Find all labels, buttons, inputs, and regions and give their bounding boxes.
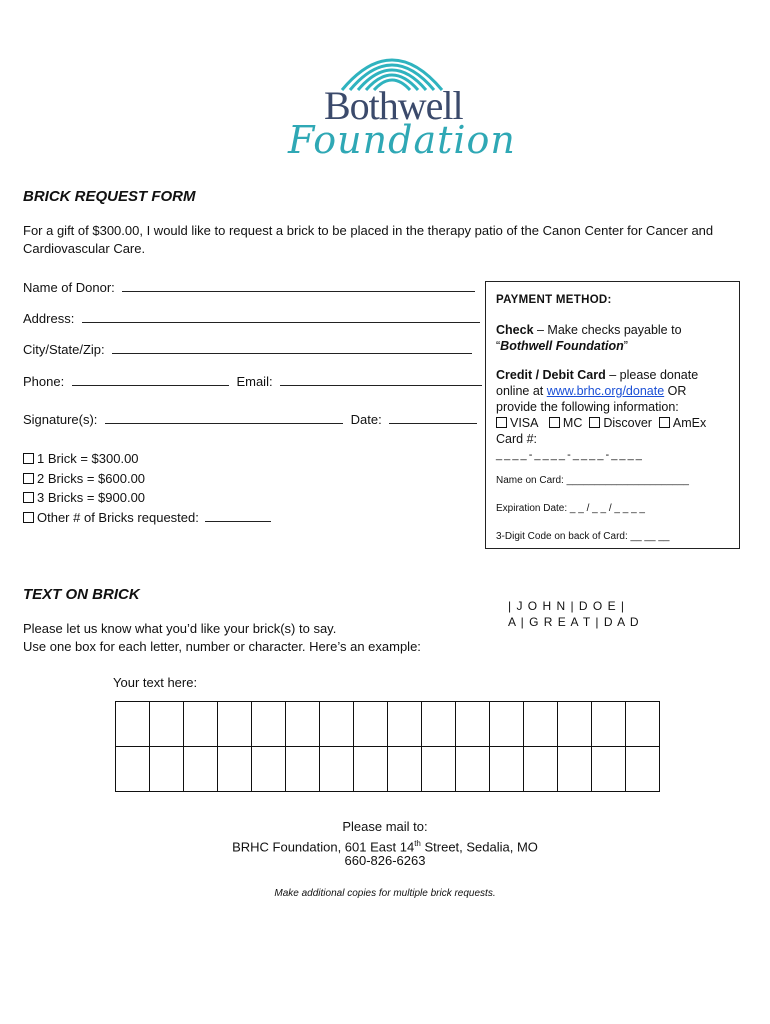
- date-label: Date:: [350, 412, 382, 427]
- donor-label: Name of Donor:: [23, 280, 115, 295]
- letter-box[interactable]: [524, 702, 558, 747]
- letter-box[interactable]: [320, 702, 354, 747]
- letter-box[interactable]: [252, 747, 286, 792]
- letter-box[interactable]: [422, 747, 456, 792]
- name-on-card[interactable]: Name on Card: ______________________: [496, 475, 689, 486]
- letter-box[interactable]: [456, 747, 490, 792]
- checkbox-icon[interactable]: [589, 417, 600, 428]
- letter-box[interactable]: [184, 702, 218, 747]
- option-other-bricks[interactable]: Other # of Bricks requested:: [23, 508, 271, 528]
- donor-field[interactable]: [23, 279, 475, 295]
- logo-foundation-text: Foundation: [288, 118, 516, 162]
- letter-box[interactable]: [456, 702, 490, 747]
- card-mc[interactable]: MC: [549, 416, 582, 430]
- address-label: Address:: [23, 311, 75, 326]
- city-field[interactable]: [23, 341, 472, 357]
- date-line[interactable]: [389, 411, 477, 424]
- letter-box[interactable]: [626, 702, 660, 747]
- letter-box[interactable]: [592, 747, 626, 792]
- address-line[interactable]: [82, 310, 480, 323]
- example-line-2: A | G R E A T | D A D: [508, 615, 640, 629]
- donor-line[interactable]: [122, 279, 475, 292]
- card-amex[interactable]: AmEx: [659, 416, 706, 430]
- brick-instructions: [23, 620, 421, 656]
- card-discover[interactable]: Discover: [589, 416, 652, 430]
- city-label: City/State/Zip:: [23, 342, 105, 357]
- checkbox-icon[interactable]: [549, 417, 560, 428]
- payment-title: PAYMENT METHOD:: [496, 294, 612, 306]
- example-line-1: | J O H N | D O E |: [508, 599, 626, 613]
- letter-box[interactable]: [286, 747, 320, 792]
- city-line[interactable]: [112, 341, 472, 354]
- letter-box[interactable]: [388, 747, 422, 792]
- checkbox-icon[interactable]: [23, 492, 34, 503]
- letter-box[interactable]: [490, 747, 524, 792]
- expiration-date[interactable]: Expiration Date: _ _ / _ _ / _ _ _ _: [496, 503, 645, 514]
- bothwell-foundation-logo: [282, 36, 516, 166]
- email-line[interactable]: [280, 373, 482, 386]
- option-3-bricks[interactable]: 3 Bricks = $900.00: [23, 488, 271, 508]
- option-1-brick[interactable]: 1 Brick = $300.00: [23, 449, 271, 469]
- footer-note: Make additional copies for multiple brick requests.: [274, 888, 496, 899]
- mail-address: BRHC Foundation, 601 East 14th Street, Sedalia, MO: [232, 839, 538, 855]
- check-instructions: Check – Make checks payable to “Bothwell Foundation”: [496, 323, 682, 353]
- grid-row-2: [116, 747, 660, 792]
- card-type-options: [496, 415, 729, 431]
- phone-field[interactable]: [23, 373, 482, 389]
- letter-box[interactable]: [524, 747, 558, 792]
- instruction-line-1: Please let us know what you’d like your brick(s) to say.: [23, 621, 337, 636]
- intro-text: For a gift of $300.00, I would like to request a brick to be placed in the therapy patio of the Canon Center for Cancer and Cardiovascular Care.: [23, 223, 714, 256]
- letter-box[interactable]: [116, 702, 150, 747]
- letter-box[interactable]: [184, 747, 218, 792]
- card-visa[interactable]: VISA: [496, 416, 539, 430]
- brick-example: [508, 598, 640, 630]
- checkbox-icon[interactable]: [23, 512, 34, 523]
- brick-title: TEXT ON BRICK: [23, 586, 140, 603]
- letter-box[interactable]: [116, 747, 150, 792]
- phone-label: Phone:: [23, 374, 65, 389]
- grid-row-1: [116, 702, 660, 747]
- checkbox-icon[interactable]: [23, 473, 34, 484]
- signature-label: Signature(s):: [23, 412, 98, 427]
- your-text-label: Your text here:: [113, 675, 198, 690]
- letter-box[interactable]: [252, 702, 286, 747]
- payment-method-box: [485, 281, 740, 549]
- brick-letter-grid: [115, 701, 660, 792]
- letter-box[interactable]: [286, 702, 320, 747]
- checkbox-icon[interactable]: [659, 417, 670, 428]
- address-field[interactable]: [23, 310, 480, 326]
- mail-phone: 660-826-6263: [344, 853, 426, 868]
- checkbox-icon[interactable]: [496, 417, 507, 428]
- checkbox-icon[interactable]: [23, 453, 34, 464]
- form-title: BRICK REQUEST FORM: [23, 188, 196, 205]
- other-count-line[interactable]: [205, 509, 271, 522]
- letter-box[interactable]: [558, 702, 592, 747]
- letter-box[interactable]: [150, 747, 184, 792]
- mail-label: Please mail to:: [342, 819, 428, 834]
- letter-box[interactable]: [354, 747, 388, 792]
- letter-box[interactable]: [626, 747, 660, 792]
- letter-box[interactable]: [320, 747, 354, 792]
- option-2-bricks[interactable]: 2 Bricks = $600.00: [23, 469, 271, 489]
- letter-box[interactable]: [218, 702, 252, 747]
- logo-bothwell-text: Bothwell: [324, 83, 463, 128]
- email-label: Email:: [236, 374, 273, 389]
- card-instructions: Credit / Debit Card – please donate online at www.brhc.org/donate OR provide the following information:: [496, 368, 699, 414]
- letter-box[interactable]: [354, 702, 388, 747]
- signature-field[interactable]: [23, 411, 477, 427]
- letter-box[interactable]: [558, 747, 592, 792]
- donate-link[interactable]: www.brhc.org/donate: [546, 384, 665, 398]
- phone-line[interactable]: [72, 373, 229, 386]
- instruction-line-2: Use one box for each letter, number or character. Here’s an example:: [23, 639, 421, 654]
- brick-options: [23, 449, 271, 527]
- letter-box[interactable]: [150, 702, 184, 747]
- signature-line[interactable]: [105, 411, 343, 424]
- letter-box[interactable]: [490, 702, 524, 747]
- card-number-mask[interactable]: _ _ _ _ - _ _ _ _ - _ _ _ _ - _ _ _ _: [496, 449, 642, 461]
- cvv-code[interactable]: 3-Digit Code on back of Card: __ __ __: [496, 531, 670, 542]
- card-number-label: Card #:: [496, 432, 537, 446]
- letter-box[interactable]: [388, 702, 422, 747]
- letter-box[interactable]: [218, 747, 252, 792]
- letter-box[interactable]: [422, 702, 456, 747]
- letter-box[interactable]: [592, 702, 626, 747]
